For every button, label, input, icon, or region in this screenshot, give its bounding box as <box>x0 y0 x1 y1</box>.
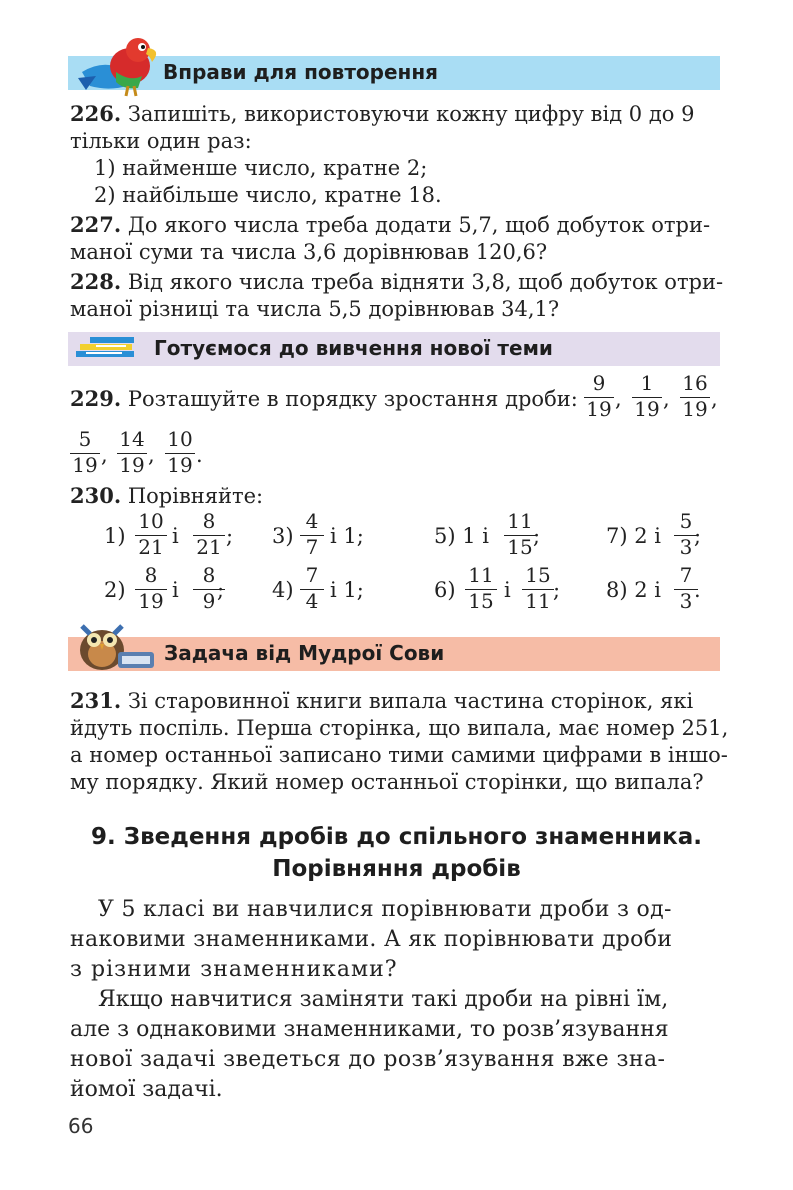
exercise-229-line1 <box>70 386 578 412</box>
fraction-separator: , <box>615 387 622 411</box>
paragraph-2-line1: Якщо навчитися заміняти такі дроби на рівні їм, <box>98 987 669 1012</box>
fraction-numerator: 1 <box>640 371 654 395</box>
fraction-numerator: 7 <box>679 563 693 587</box>
punctuation: ; <box>226 524 234 548</box>
owl-icon <box>72 618 160 674</box>
section-banner-owl <box>68 637 720 671</box>
exercise-text: Запишіть, використовуючи кожну цифру від 0 до 9 <box>121 102 695 126</box>
punctuation: ; <box>533 524 541 548</box>
fraction-denominator: 9 <box>202 589 216 613</box>
fraction-separator: , <box>101 443 108 467</box>
fraction <box>465 564 497 613</box>
fraction-denominator: 11 <box>525 589 551 613</box>
item-label: 5) 1 і <box>434 524 489 548</box>
item-label: 4) <box>272 578 294 602</box>
section-title-prepare: Готуємося до вивчення нової теми <box>154 336 553 360</box>
fraction-numerator: 8 <box>202 509 216 533</box>
comparison-text: і 1; <box>330 524 364 548</box>
fraction <box>300 510 324 559</box>
fraction-numerator: 5 <box>679 509 693 533</box>
fraction <box>632 372 662 421</box>
fraction <box>135 564 167 613</box>
punctuation: ; <box>553 578 561 602</box>
item-label: 1) <box>104 524 126 548</box>
comparison-text: і <box>504 578 511 602</box>
fraction-numerator: 10 <box>138 509 164 533</box>
fraction-numerator: 15 <box>525 563 551 587</box>
fraction-numerator: 4 <box>305 509 319 533</box>
exercise-226-item1: 1) найменше число, кратне 2; <box>94 156 428 180</box>
fraction-numerator: 5 <box>78 427 92 451</box>
paragraph-2-line2: але з однаковими знаменниками, то розв’язування <box>70 1017 669 1042</box>
fraction-denominator: 21 <box>138 535 164 559</box>
fraction <box>584 372 614 421</box>
item-label: 6) <box>434 578 456 602</box>
exercise-number: 231. <box>70 688 122 713</box>
exercise-number: 228. <box>70 269 122 294</box>
fraction-numerator: 9 <box>592 371 606 395</box>
fraction-denominator: 21 <box>196 535 222 559</box>
parrot-icon <box>72 32 164 98</box>
exercise-number: 230. <box>70 483 122 508</box>
item-label: 3) <box>272 524 294 548</box>
fraction-denominator: 3 <box>679 535 693 559</box>
exercise-227-line1 <box>70 212 710 238</box>
exercise-number: 227. <box>70 212 122 237</box>
books-icon <box>76 336 138 362</box>
fraction-numerator: 8 <box>202 563 216 587</box>
exercise-228-line1 <box>70 269 723 295</box>
exercise-227-line2: маної суми та числа 3,6 дорівнював 120,6? <box>70 240 548 264</box>
fraction-denominator: 4 <box>305 589 319 613</box>
fraction-numerator: 7 <box>305 563 319 587</box>
fraction-denominator: 7 <box>305 535 319 559</box>
exercise-number: 226. <box>70 101 122 126</box>
exercise-number: 229. <box>70 386 122 411</box>
fraction <box>165 428 195 477</box>
exercise-231-line3: а номер останньої записано тими самими цифрами в іншо- <box>70 743 728 767</box>
exercise-228-line2: маної різниці та числа 5,5 дорівнював 34,1? <box>70 297 560 321</box>
exercise-226-line2: тільки один раз: <box>70 129 252 153</box>
fraction-numerator: 10 <box>167 427 193 451</box>
section-title-owl: Задача від Мудрої Сови <box>164 641 445 665</box>
fraction-separator: , <box>711 387 718 411</box>
paragraph-1-line1: У 5 класі ви навчилися порівнювати дроби з од- <box>98 897 672 922</box>
section-banner-review <box>68 56 720 90</box>
punctuation: ; <box>694 524 702 548</box>
exercise-231-line2: йдуть поспіль. Перша сторінка, що випала, має номер 251, <box>70 716 729 740</box>
paragraph-1-line2: наковими знаменниками. А як порівнювати дроби <box>70 927 673 952</box>
exercise-231-line4: му порядку. Який номер останньої сторінки, що випала? <box>70 770 704 794</box>
fraction-denominator: 19 <box>138 589 164 613</box>
fraction <box>70 428 100 477</box>
fraction-separator: , <box>663 387 670 411</box>
fraction <box>135 510 167 559</box>
fraction-separator: , <box>148 443 155 467</box>
exercise-231-line1 <box>70 688 693 714</box>
exercise-text: Розташуйте в порядку зростання дроби: <box>121 387 578 411</box>
fraction-separator: . <box>196 443 203 467</box>
paragraph-1-line3: з різними знаменниками? <box>70 957 398 982</box>
punctuation: . <box>694 578 701 602</box>
item-label: 2) <box>104 578 126 602</box>
chapter-title-line2: Порівняння дробів <box>272 856 521 882</box>
page-number: 66 <box>68 1114 94 1138</box>
fraction-denominator: 19 <box>586 397 612 421</box>
fraction-numerator: 11 <box>468 563 494 587</box>
fraction-denominator: 19 <box>167 453 193 477</box>
fraction-denominator: 19 <box>634 397 660 421</box>
comparison-text: і <box>172 578 179 602</box>
fraction-denominator: 15 <box>507 535 533 559</box>
item-label: 8) 2 і <box>606 578 661 602</box>
fraction-numerator: 11 <box>507 509 533 533</box>
fraction <box>300 564 324 613</box>
chapter-title-line1: 9. Зведення дробів до спільного знаменника. <box>91 824 702 850</box>
exercise-text: Зі старовинної книги випала частина сторінок, які <box>121 689 694 713</box>
fraction <box>117 428 147 477</box>
fraction <box>193 510 225 559</box>
paragraph-2-line4: йомої задачі. <box>70 1077 223 1102</box>
fraction-denominator: 19 <box>72 453 98 477</box>
fraction-denominator: 3 <box>679 589 693 613</box>
fraction-numerator: 16 <box>682 371 708 395</box>
item-label: 7) 2 і <box>606 524 661 548</box>
fraction <box>522 564 554 613</box>
paragraph-2-line3: нової задачі зведеться до розв’язування вже зна- <box>70 1047 666 1072</box>
fraction <box>504 510 536 559</box>
section-banner-prepare <box>68 332 720 366</box>
fraction-numerator: 8 <box>144 563 158 587</box>
fraction <box>680 372 710 421</box>
section-title-review: Вправи для повторення <box>163 60 439 84</box>
comparison-text: і 1; <box>330 578 364 602</box>
fraction-denominator: 19 <box>119 453 145 477</box>
fraction-numerator: 14 <box>119 427 145 451</box>
exercise-226-item2: 2) найбільше число, кратне 18. <box>94 183 442 207</box>
exercise-text: До якого числа треба додати 5,7, щоб добуток отри- <box>121 213 711 237</box>
fraction-denominator: 19 <box>682 397 708 421</box>
exercise-230-line1 <box>70 483 263 509</box>
exercise-text: Порівняйте: <box>121 484 264 508</box>
punctuation: ; <box>217 578 225 602</box>
exercise-text: Від якого числа треба відняти 3,8, щоб добуток отри- <box>121 270 724 294</box>
comparison-text: і <box>172 524 179 548</box>
exercise-226-line1 <box>70 101 694 127</box>
fraction-denominator: 15 <box>468 589 494 613</box>
